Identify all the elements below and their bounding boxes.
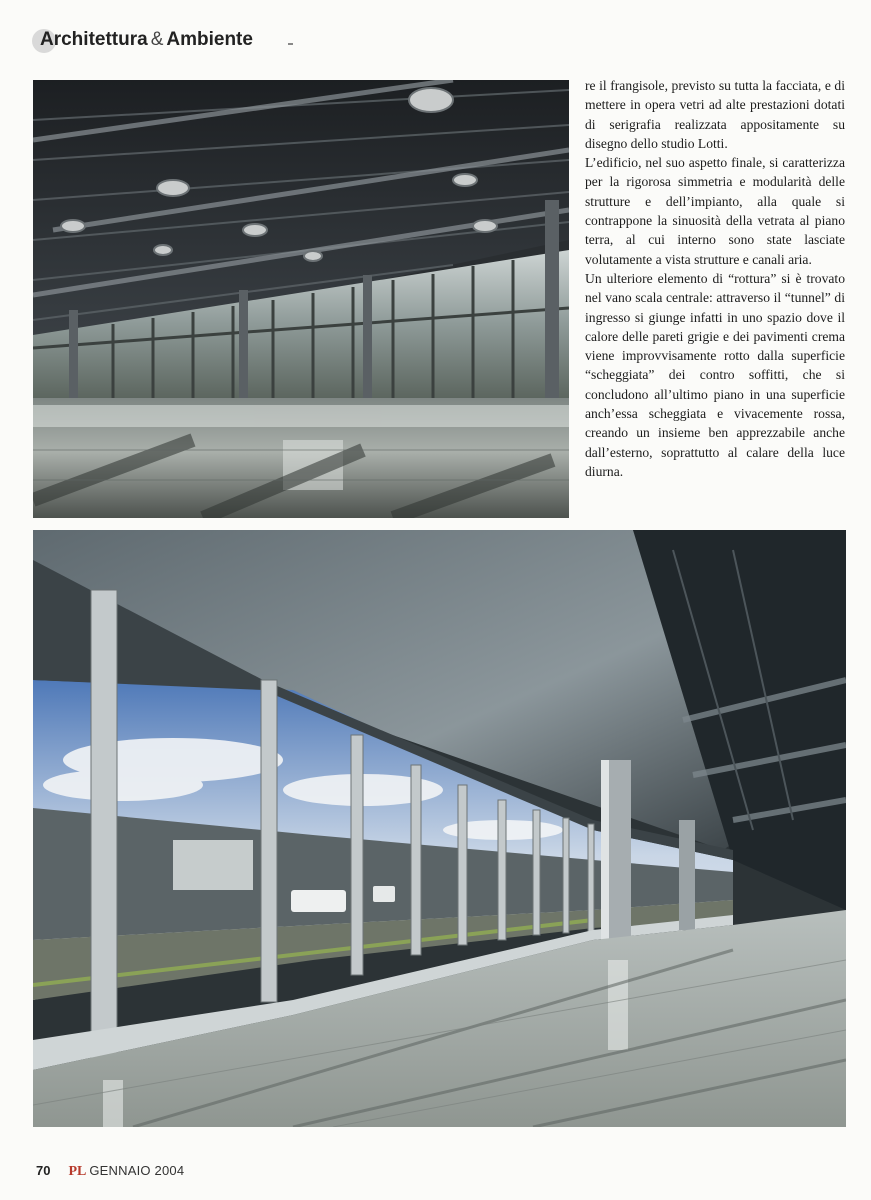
section-ampersand: &	[150, 29, 164, 50]
article-paragraph-3: Un ulteriore elemento di “rottura” si è trovato nel vano scala centrale: attraverso il “tunnel” di ingresso si giunge infatti in uno spazio dove il calore delle pareti grigie e dei pavimenti crema viene improvvisamente rotto dalla superficie “scheggiata” dei contro soffitti, che si concludono all’ultimo piano in una superficie anch’essa scheggiata e vivacemente rossa, creando un insieme ben apprezzabile anche dall’esterno, soprattutto al calare della luce diurna.	[585, 270, 845, 479]
section-word-architettura: Architettura	[40, 29, 148, 50]
page-number: 70	[36, 1163, 51, 1178]
section-header	[30, 26, 290, 56]
interior-hall-photo	[33, 80, 569, 518]
section-title	[40, 29, 253, 51]
page-footer	[36, 1163, 336, 1183]
article-text	[585, 76, 845, 481]
article-paragraph-1: re il frangisole, previsto su tutta la facciata, e di mettere in opera vetri ad alte prestazioni dotati di serigrafia realizzata appositamente su disegno dello studio Lotti.	[585, 78, 845, 151]
curved-glass-facade-photo	[33, 530, 846, 1127]
issue-date: GENNAIO 2004	[89, 1163, 185, 1178]
section-word-ambiente: Ambiente	[166, 29, 253, 50]
article-paragraph-2: L’edificio, nel suo aspetto finale, si caratterizza per la rigorosa simmetria e modularità delle strutture e dell’impianto, alla quale si contrappone la sinuosità della vetrata al piano terra, al cui interno sono state lasciate volutamente a vista strutture e canali aria.	[585, 155, 845, 267]
header-dash	[288, 43, 293, 45]
magazine-logo: PL	[68, 1164, 87, 1179]
